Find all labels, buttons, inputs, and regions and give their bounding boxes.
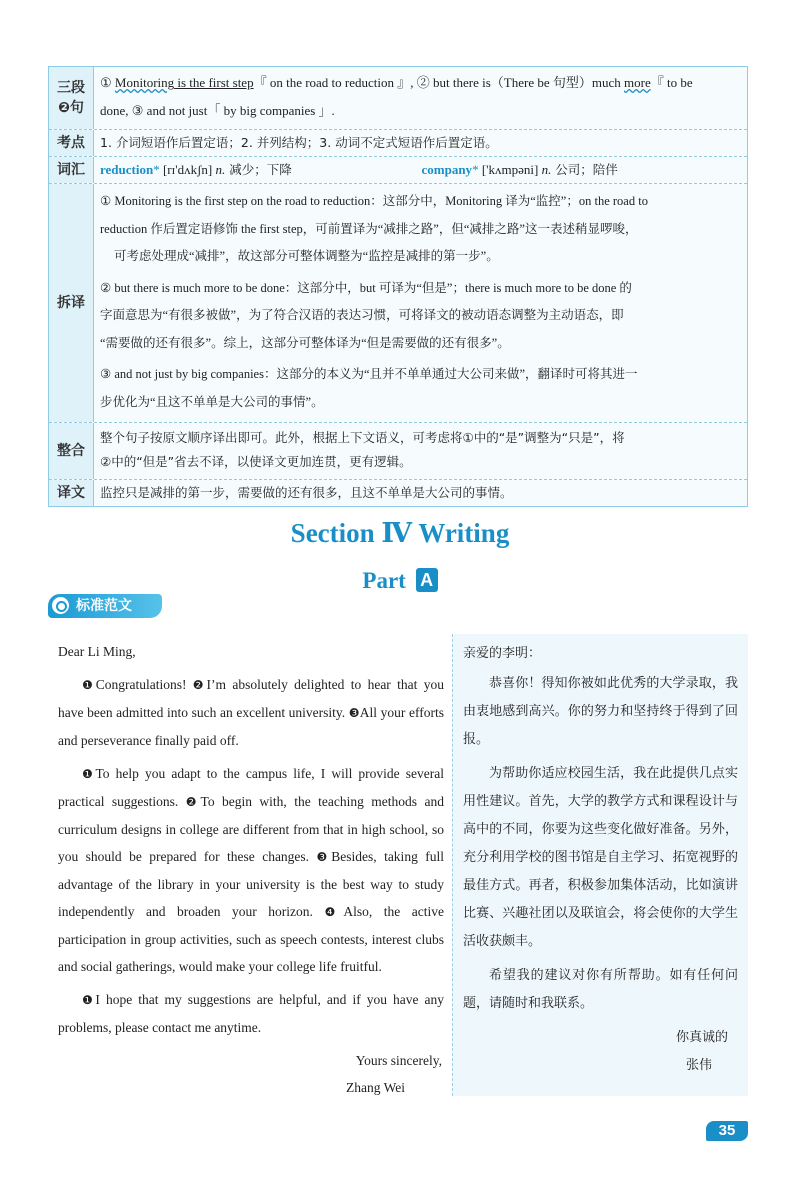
chaiyi-cell — [94, 184, 747, 422]
analysis-table — [48, 66, 748, 507]
letter-paragraph-2 — [58, 760, 444, 980]
cn-letter-paragraph-3: 希望我的建议对你有所帮助。如有任何问题，请随时和我联系。 — [463, 968, 738, 1011]
sentence-tail: 『 to be — [650, 75, 693, 90]
row-label-zhenghe: 整合 — [49, 423, 94, 479]
table-row-zhenghe — [49, 423, 747, 480]
model-essay-label: 标准范文 — [76, 598, 132, 614]
chaiyi-p2-line2: 字面意思为“有很多被做”，为了符合汉语的表达习惯，可将译文的被动语态调整为主动语态，即 — [100, 308, 624, 322]
chaiyi-p3-line1: ③ and not just by big companies：这部分的本义为“且并不单单通过大公司来做”，翻译时可将其进一 — [100, 367, 638, 381]
table-row-sentence — [49, 67, 747, 130]
model-essay-tag — [48, 594, 162, 618]
cn-letter-closing: 你真诚的 — [675, 1030, 728, 1045]
letter-paragraph-3 — [58, 986, 444, 1041]
table-row-kaodian — [49, 130, 747, 157]
english-letter — [58, 638, 444, 1101]
part-letter-badge: A — [416, 568, 438, 592]
sentence-text: Also, the active participation in group activities, such as speech contests, interest clubs and social gatherings, would make your college life fruitful. — [58, 904, 444, 974]
vocab-item-company — [420, 159, 742, 181]
vocab-word: reduction — [100, 162, 154, 177]
vocab-meaning: 减少；下降 — [225, 162, 292, 177]
zhenghe-line1: 整个句子按原文顺序译出即可。此外，根据上下文语义，可考虑将①中的“是”调整为“只是”，将 — [100, 430, 625, 445]
zhenghe-cell — [94, 423, 747, 479]
sentence-modifier: 『 on the road to reduction 』, ② but there is（There be 句型）much — [253, 75, 624, 90]
sentence-number: ❸ — [348, 706, 360, 720]
sentence-subject: Monitoring — [114, 75, 175, 90]
sentence-text: To help you adapt to the campus life, I will provide several practical suggestions. — [58, 766, 444, 809]
chaiyi-p1-line3: 可考虑处理成“减排”，故这部分可整体调整为“监控是减排的第一步”。 — [114, 249, 499, 263]
letter-signature: Zhang Wei — [346, 1080, 406, 1095]
zhenghe-line2: ②中的“但是”省去不译，以使译文更加连贯，更有逻辑。 — [100, 454, 412, 469]
part-label: Part — [362, 568, 406, 593]
table-row-chaiyi — [49, 184, 747, 423]
row-label-sentence — [49, 67, 94, 129]
sentence-number: ❶ — [82, 678, 96, 692]
sentence-text: Besides, taking full advantage of the library in your university is the best way to study independently and broaden your horizon. — [58, 849, 444, 919]
vocab-meaning: 公司；陪伴 — [551, 162, 618, 177]
sentence-marker: ① — [100, 75, 115, 90]
vocab-word: company — [421, 162, 473, 177]
sentence-line-2: done, ③ and not just「 by big companies 」. — [100, 103, 335, 118]
row-label-line2: ❷句 — [58, 100, 84, 116]
chaiyi-p1-line1: ① Monitoring is the first step on the road to reduction：这部分中，Monitoring 译为“监控”；on the road to — [100, 194, 648, 208]
kaodian-text: 1. 介词短语作后置定语；2. 并列结构；3. 动词不定式短语作后置定语。 — [94, 130, 747, 156]
row-label-chaiyi: 拆译 — [49, 184, 94, 422]
row-label-yiwen: 译文 — [49, 480, 94, 506]
chaiyi-p1-line2: reduction 作后置定语修饰 the first step，可前置译为“减排之路”，但“减排之路”这一表述稍显啰唆， — [100, 221, 638, 236]
cn-letter-signature: 张伟 — [685, 1058, 712, 1073]
letter-salutation: Dear Li Ming, — [58, 644, 136, 659]
sentence-cell — [94, 67, 747, 129]
page-number: 35 — [706, 1121, 748, 1141]
vocab-pos: n. — [538, 162, 552, 177]
sentence-text: Congratulations! — [95, 677, 193, 692]
part-title — [0, 568, 800, 594]
sentence-text: I’m absolutely delighted to hear that you have been admitted into such an excellent university. — [58, 677, 444, 720]
vocab-phonetic: ['kʌmpəni] — [478, 162, 539, 177]
vocab-phonetic: [rɪ'dʌkʃn] — [159, 162, 213, 177]
sentence-predicate: is the first step — [174, 75, 254, 90]
vocab-cell — [94, 157, 747, 183]
table-row-vocab — [49, 157, 747, 184]
chaiyi-p3-line2: 步优化为“且这不单单是大公司的事情”。 — [100, 394, 324, 409]
row-label-line1: 三段 — [57, 80, 85, 96]
chaiyi-p2-line3: “需要做的还有很多”。综上，这部分可整体译为“但是需要做的还有很多”。 — [100, 335, 510, 350]
vocab-item-reduction — [100, 159, 420, 181]
sentence-number: ❷ — [185, 795, 201, 809]
sentence-text: To begin with, the teaching methods and curriculum designs in college are different from that in high school, so you should be prepared for these changes. — [58, 794, 444, 864]
cn-letter-paragraph-1: 恭喜你！得知你被如此优秀的大学录取，我由衷地感到高兴。你的努力和坚持终于得到了回报。 — [463, 676, 738, 747]
sentence-number: ❶ — [82, 993, 96, 1007]
sentence-number: ❷ — [192, 678, 207, 692]
sentence-line-1 — [100, 69, 741, 97]
search-icon — [52, 597, 69, 614]
row-label-vocab: 词汇 — [49, 157, 94, 183]
vocab-star: * — [472, 162, 479, 177]
yiwen-text: 监控只是减排的第一步，需要做的还有很多，且这不单单是大公司的事情。 — [94, 480, 747, 506]
chinese-letter — [452, 634, 748, 1096]
row-label-kaodian: 考点 — [49, 130, 94, 156]
vocab-pos: n. — [212, 162, 226, 177]
table-row-yiwen — [49, 480, 747, 506]
cn-letter-paragraph-2: 为帮助你适应校园生活，我在此提供几点实用性建议。首先，大学的教学方式和课程设计与高中的不同，你要为这些变化做好准备。另外，充分利用学校的图书馆是自主学习、拓宽视野的最佳方式。再者，积极参加集体活动，比如演讲比赛、兴趣社团以及联谊会，将会使你的大学生活收获颇丰。 — [463, 766, 738, 949]
section-title: Section Ⅳ Writing — [290, 518, 510, 548]
sentence-number: ❶ — [82, 767, 96, 781]
sentence-text: I hope that my suggestions are helpful, and if you have any problems, please contact me anytime. — [58, 992, 445, 1035]
cn-letter-salutation: 亲爱的李明： — [463, 646, 542, 661]
sentence-more: more — [624, 75, 651, 90]
letter-closing: Yours sincerely, — [355, 1053, 442, 1068]
sentence-text: All your efforts and perseverance finally paid off. — [58, 705, 444, 748]
vocab-star: * — [153, 162, 160, 177]
letter-paragraph-1 — [58, 671, 444, 754]
sentence-number: ❸ — [316, 850, 332, 864]
chaiyi-p2-line1: ② but there is much more to be done：这部分中，but 可译为“但是”；there is much more to be done 的 — [100, 280, 632, 295]
sentence-number: ❹ — [324, 905, 344, 919]
